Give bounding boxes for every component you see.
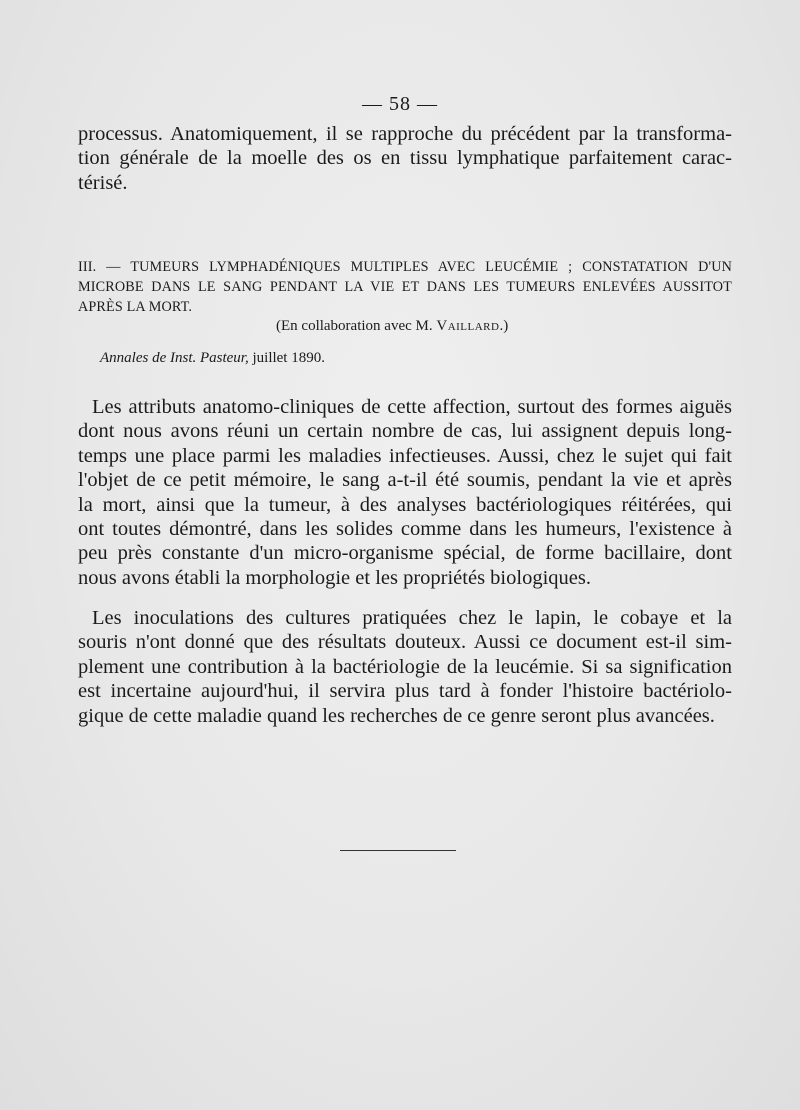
section-divider bbox=[340, 850, 456, 851]
text-line: dont nous avons réuni un certain nombre de cas, lui assignent depuis long- bbox=[78, 420, 732, 443]
collaboration-prefix: (En collaboration avec M. bbox=[276, 318, 437, 334]
text-line: temps une place parmi les maladies infectieuses. Aussi, chez le sujet qui fait bbox=[78, 444, 732, 467]
text-line: térisé. bbox=[78, 171, 128, 194]
text-line: nous avons établi la morphologie et les propriétés biologiques. bbox=[78, 566, 591, 589]
text-line: est incertaine aujourd'hui, il servira plus tard à fonder l'histoire bactériolo- bbox=[78, 680, 732, 703]
text-line: plement une contribution à la bactériologie de la leucémie. Si sa signification bbox=[78, 655, 732, 678]
heading-line: APRÈS LA MORT. bbox=[78, 299, 193, 315]
text-line: souris n'ont donné que des résultats douteux. Aussi ce document est-il sim- bbox=[78, 631, 732, 654]
citation bbox=[100, 348, 325, 368]
text-line: Les attributs anatomo-cliniques de cette affection, surtout des formes aiguës bbox=[92, 396, 732, 418]
text-line: tion générale de la moelle des os en tissu lymphatique parfaitement carac- bbox=[78, 147, 732, 170]
collaborator-name: Vaillard bbox=[436, 318, 500, 334]
text-line: la mort, ainsi que la tumeur, à des analyses bactériologiques réitérées, qui bbox=[78, 493, 732, 516]
heading-line: MICROBE DANS LE SANG PENDANT LA VIE ET DANS LES TUMEURS ENLEVÉES AUSSITOT bbox=[78, 279, 732, 295]
page-number: — 58 — bbox=[362, 93, 438, 115]
text-line: gique de cette maladie quand les recherches de ce genre seront plus avancées. bbox=[78, 704, 715, 727]
citation-date: juillet 1890. bbox=[248, 350, 325, 366]
citation-journal: Annales de Inst. Pasteur, bbox=[100, 350, 249, 366]
heading-line: III. — TUMEURS LYMPHADÉNIQUES MULTIPLES AVEC LEUCÉMIE ; CONSTATATION D'UN bbox=[78, 259, 732, 275]
text-line: processus. Anatomiquement, il se rapproche du précédent par la transforma- bbox=[78, 123, 732, 145]
collaboration-suffix: .) bbox=[499, 318, 509, 334]
section-heading bbox=[78, 257, 732, 317]
body-paragraph-1 bbox=[78, 395, 732, 590]
body-paragraph-2 bbox=[78, 606, 732, 728]
collaboration-note bbox=[276, 316, 508, 336]
text-line: ont toutes démontré, dans les solides comme dans les humeurs, l'existence à bbox=[78, 518, 732, 541]
text-line: l'objet de ce petit mémoire, le sang a-t-il été soumis, pendant la vie et après bbox=[78, 469, 732, 492]
intro-paragraph bbox=[78, 122, 732, 195]
text-line: peu près constante d'un micro-organisme spécial, de forme bacillaire, dont bbox=[78, 542, 732, 565]
text-line: Les inoculations des cultures pratiquées chez le lapin, le cobaye et la bbox=[92, 607, 732, 629]
